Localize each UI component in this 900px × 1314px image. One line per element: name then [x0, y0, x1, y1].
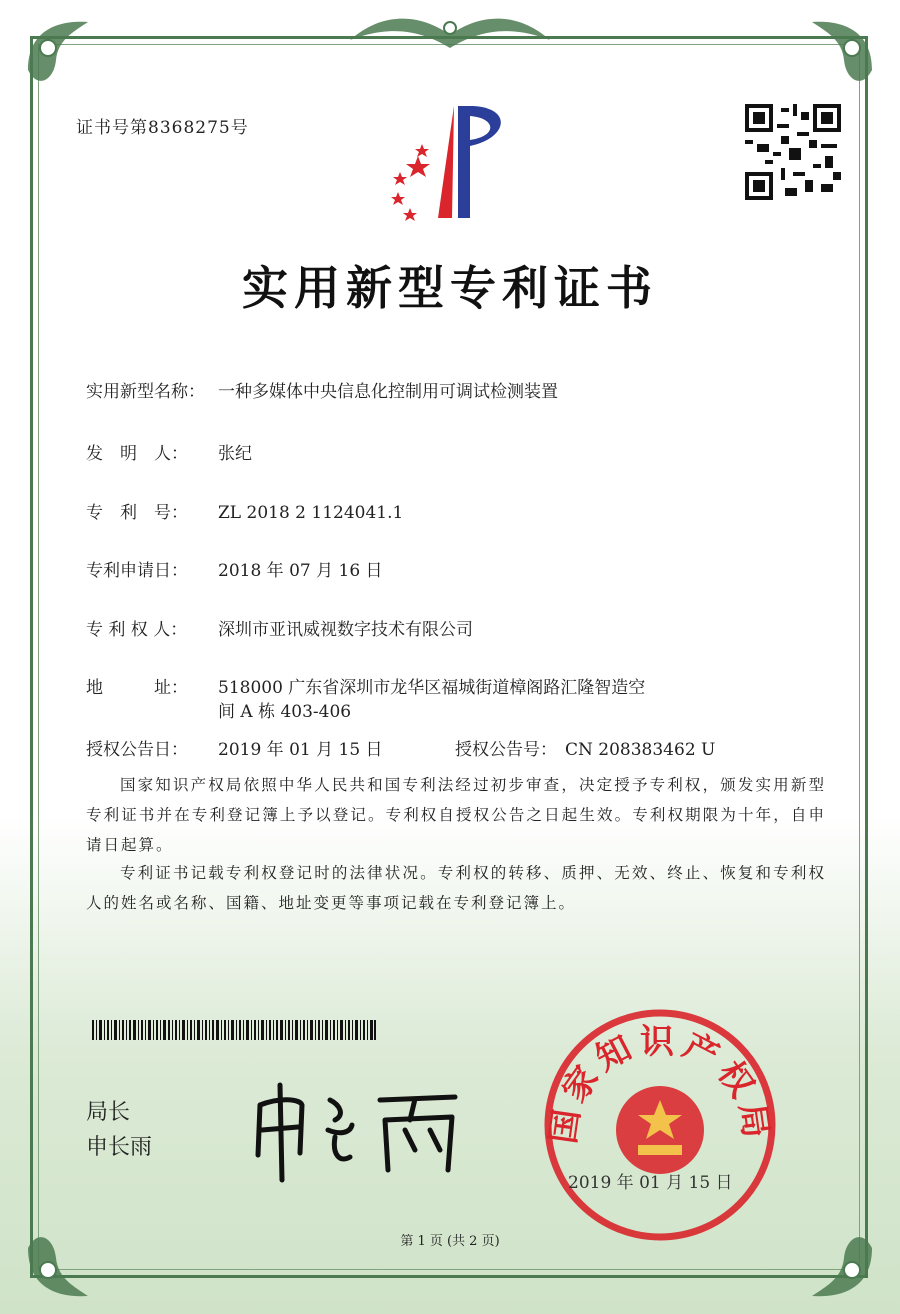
corner-ornament-bottom-left	[18, 1198, 128, 1308]
signatory-title: 局长	[86, 1100, 131, 1125]
inventor-row	[86, 439, 252, 464]
grant-number-row	[455, 735, 715, 760]
page-indicator: 第 1 页 (共 2 页)	[400, 1234, 500, 1249]
address-row	[86, 673, 645, 698]
field-value: ZL 2018 2 1124041.1	[218, 503, 404, 523]
field-label: 专 利 权 人：	[86, 620, 188, 640]
field-label: 授权公告号：	[455, 740, 557, 760]
corner-ornament-top-left	[18, 10, 128, 120]
field-label: 地 址：	[86, 678, 188, 698]
qr-code-icon	[745, 104, 841, 200]
certificate-number: 证书号第8368275号	[76, 118, 249, 138]
utility-model-name-row	[86, 377, 558, 402]
field-label: 专 利 号：	[86, 503, 188, 523]
filing-date-row	[86, 556, 383, 581]
field-value: 2019 年 01 月 15 日	[218, 740, 383, 760]
field-value: 518000 广东省深圳市龙华区福城街道樟阁路汇隆智造空	[218, 678, 646, 698]
seal-date: 2019 年 01 月 15 日	[568, 1173, 733, 1193]
patent-number-row	[86, 498, 403, 523]
certificate-title: 实用新型专利证书	[242, 261, 658, 315]
field-label: 发 明 人：	[86, 444, 188, 464]
body-paragraph-1: 国家知识产权局依照中华人民共和国专利法经过初步审查，决定授予专利权，颁发实用新型专利证书并在专利登记簿上予以登记。专利权自授权公告之日起生效。专利权期限为十年，自申请日起算。	[86, 776, 826, 854]
field-label: 专利申请日：	[86, 561, 188, 581]
barcode-icon	[92, 1020, 376, 1040]
field-value: CN 208383462 U	[565, 740, 716, 760]
body-paragraph-2: 专利证书记载专利权登记时的法律状况。专利权的转移、质押、无效、终止、恢复和专利权人的姓名或名称、国籍、地址变更等事项记载在专利登记簿上。	[86, 864, 826, 912]
field-value: 一种多媒体中央信息化控制用可调试检测装置	[218, 382, 558, 402]
official-seal	[540, 1005, 780, 1245]
patentee-row	[86, 615, 473, 640]
seal-text: 国家知识产权局	[543, 1021, 777, 1147]
handwritten-signature	[240, 1075, 480, 1185]
top-center-ornament	[330, 0, 570, 60]
field-value: 2018 年 07 月 16 日	[218, 561, 383, 581]
cnipa-logo-icon	[378, 98, 528, 228]
signatory-name: 申长雨	[86, 1135, 153, 1160]
grant-date-row	[86, 735, 383, 760]
field-value: 张纪	[218, 444, 252, 464]
corner-ornament-bottom-right	[772, 1198, 882, 1308]
address-line-2: 间 A 栋 403-406	[218, 702, 352, 722]
field-value: 深圳市亚讯威视数字技术有限公司	[218, 620, 473, 640]
field-label: 实用新型名称：	[86, 382, 205, 402]
field-label: 授权公告日：	[86, 740, 188, 760]
